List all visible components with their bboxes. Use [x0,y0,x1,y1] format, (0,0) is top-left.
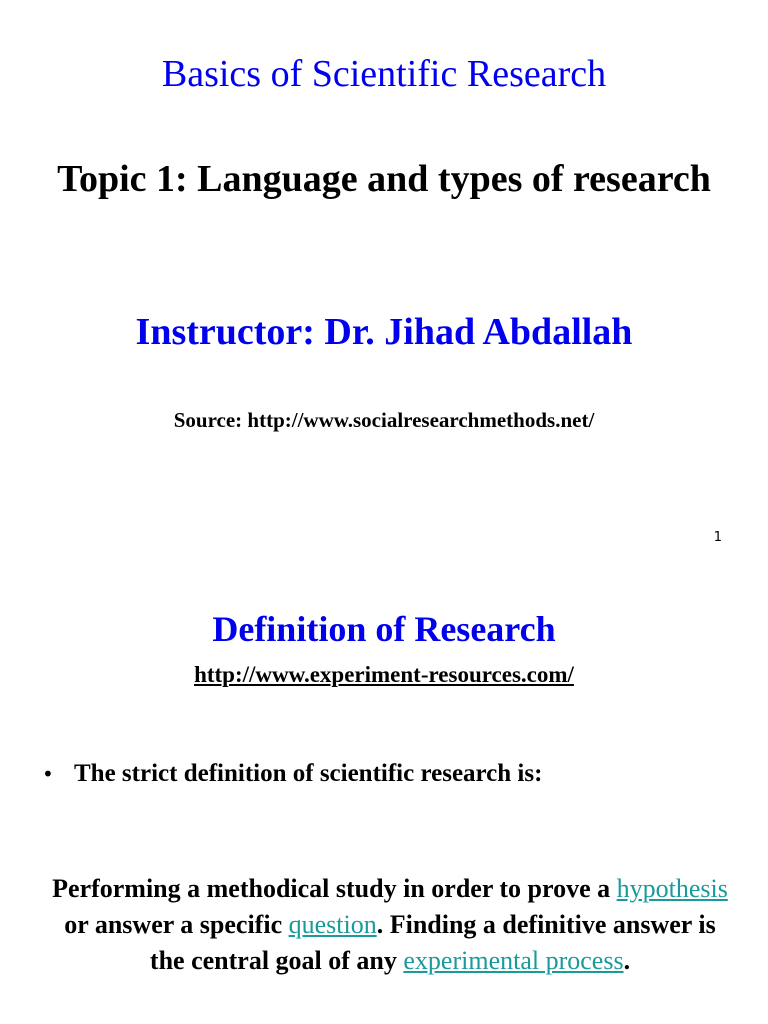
definition-text [50,871,730,979]
experimental-process-link[interactable]: experimental process [403,946,624,975]
slide-title: Definition of Research [212,609,556,649]
topic-heading: Topic 1: Language and types of research [57,158,711,200]
instructor-heading: Instructor: Dr. Jihad Abdallah [135,311,633,353]
bullet-icon: • [42,762,54,786]
resource-link[interactable]: http://www.experiment-resources.com/ [194,662,574,687]
source-line: Source: http://www.socialresearchmethods.net/ [173,408,595,432]
question-link[interactable]: question [288,910,377,939]
bullet-text: The strict definition of scientific research is: [74,760,543,787]
slide-title: Basics of Scientific Research [161,53,607,95]
definition-part-1: Performing a methodical study in order to prove a [52,874,617,903]
definition-part-4: . [623,946,631,975]
page-number: 1 [713,530,722,545]
hypothesis-link[interactable]: hypothesis [616,874,728,903]
bullet-item [42,760,738,788]
definition-part-2: or answer a specific [64,910,289,939]
definition-part-3: . Finding a definitive answer is the central goal of any [149,910,716,975]
slide-2 [0,560,768,1024]
